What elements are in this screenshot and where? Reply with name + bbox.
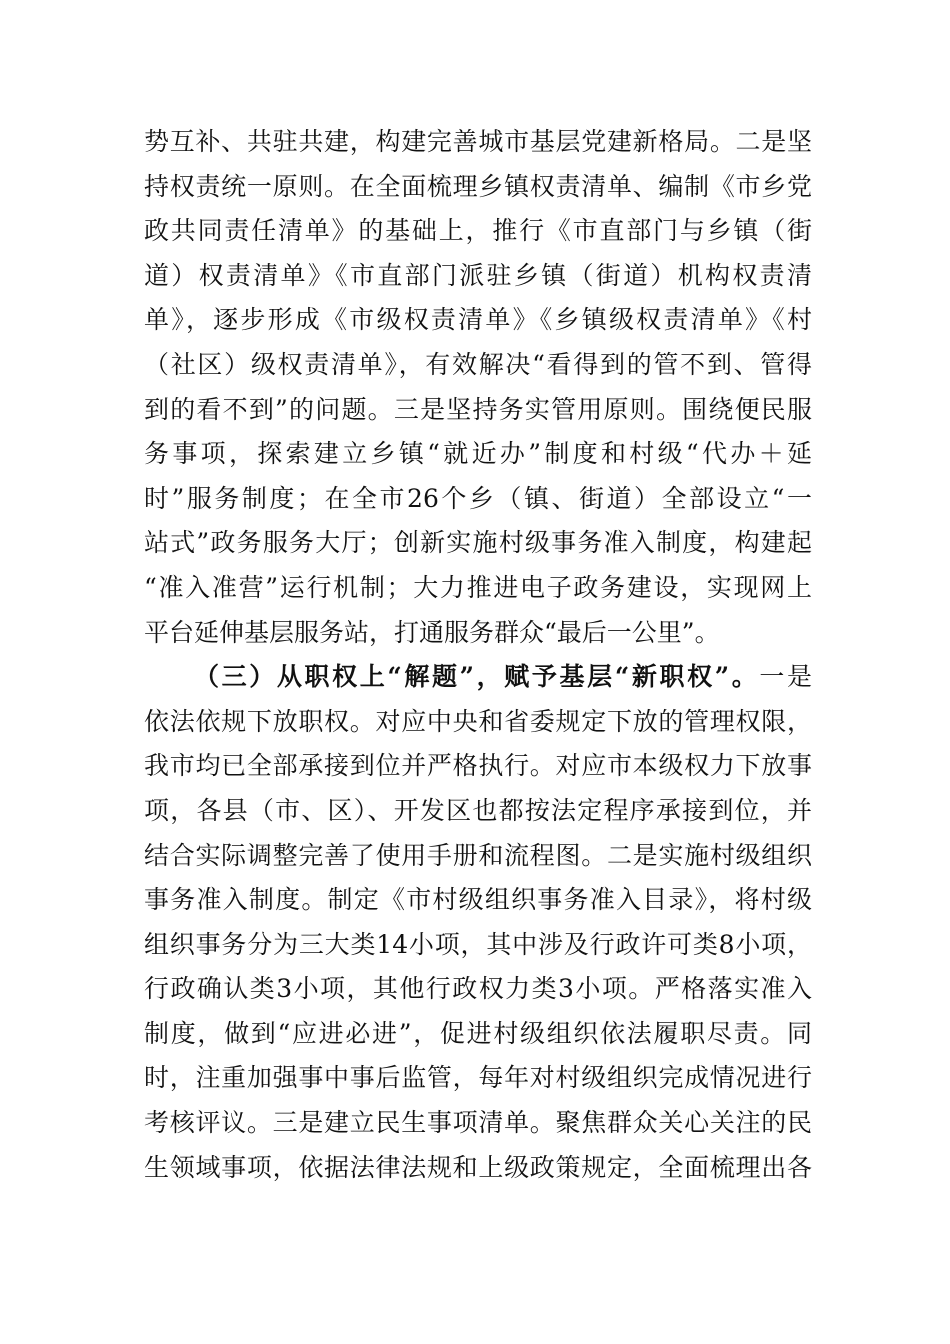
body-text [144, 120, 812, 1190]
paragraph-line: 事务准入制度。制定《市村级组织事务准入目录》，将村级 [144, 885, 812, 915]
paragraph-line: 我市均已全部承接到位并严格执行。对应市本级权力下放事 [144, 751, 812, 781]
paragraph-line: 到的看不到”的问题。三是坚持务实管用原则。围绕便民服 [144, 394, 812, 424]
paragraph-line: 时，注重加强事中事后监管，每年对村级组织完成情况进行 [144, 1063, 812, 1093]
paragraph-line: 组织事务分为三大类14小项，其中涉及行政许可类8小项， [144, 929, 812, 959]
paragraph-line: 制度，做到“应进必进”，促进村级组织依法履职尽责。同 [144, 1018, 812, 1048]
section-heading-tail: 一是 [759, 662, 812, 692]
paragraph-line: 行政确认类3小项，其他行政权力类3小项。严格落实准入 [144, 974, 812, 1004]
paragraph-line: 项，各县（市、区）、开发区也都按法定程序承接到位，并 [144, 795, 812, 825]
paragraph-line: “准入准营”运行机制；大力推进电子政务建设，实现网上 [144, 572, 812, 602]
paragraph-line: 道）权责清单》《市直部门派驻乡镇（街道）机构权责清 [144, 260, 812, 290]
paragraph-line: 平台延伸基层服务站，打通服务群众“最后一公里”。 [144, 617, 720, 647]
paragraph-line: 单》，逐步形成《市级权责清单》《乡镇级权责清单》《村 [144, 305, 812, 335]
paragraph-line: 政共同责任清单》的基础上，推行《市直部门与乡镇（街 [144, 216, 812, 246]
section-heading-line [144, 655, 812, 700]
paragraph-line: （社区）级权责清单》，有效解决“看得到的管不到、管得 [144, 349, 812, 379]
paragraph-line: 依法依规下放职权。对应中央和省委规定下放的管理权限， [144, 706, 812, 736]
paragraph-line: 考核评议。三是建立民生事项清单。聚焦群众关心关注的民 [144, 1108, 812, 1138]
paragraph-line: 势互补、共驻共建，构建完善城市基层党建新格局。二是坚 [144, 127, 812, 156]
paragraph-line: 生领域事项，依据法律法规和上级政策规定，全面梳理出各 [144, 1152, 812, 1182]
paragraph-line: 结合实际调整完善了使用手册和流程图。二是实施村级组织 [144, 840, 812, 870]
section-heading: （三）从职权上“解题”，赋予基层“新职权”。 [194, 662, 760, 692]
paragraph-line: 持权责统一原则。在全面梳理乡镇权责清单、编制《市乡党 [144, 171, 812, 201]
paragraph-line: 务事项，探索建立乡镇“就近办”制度和村级“代办＋延 [144, 439, 812, 469]
paragraph-line: 站式”政务服务大厅；创新实施村级事务准入制度，构建起 [144, 528, 812, 558]
paragraph-line: 时”服务制度；在全市26个乡（镇、街道）全部设立“一 [144, 483, 812, 513]
